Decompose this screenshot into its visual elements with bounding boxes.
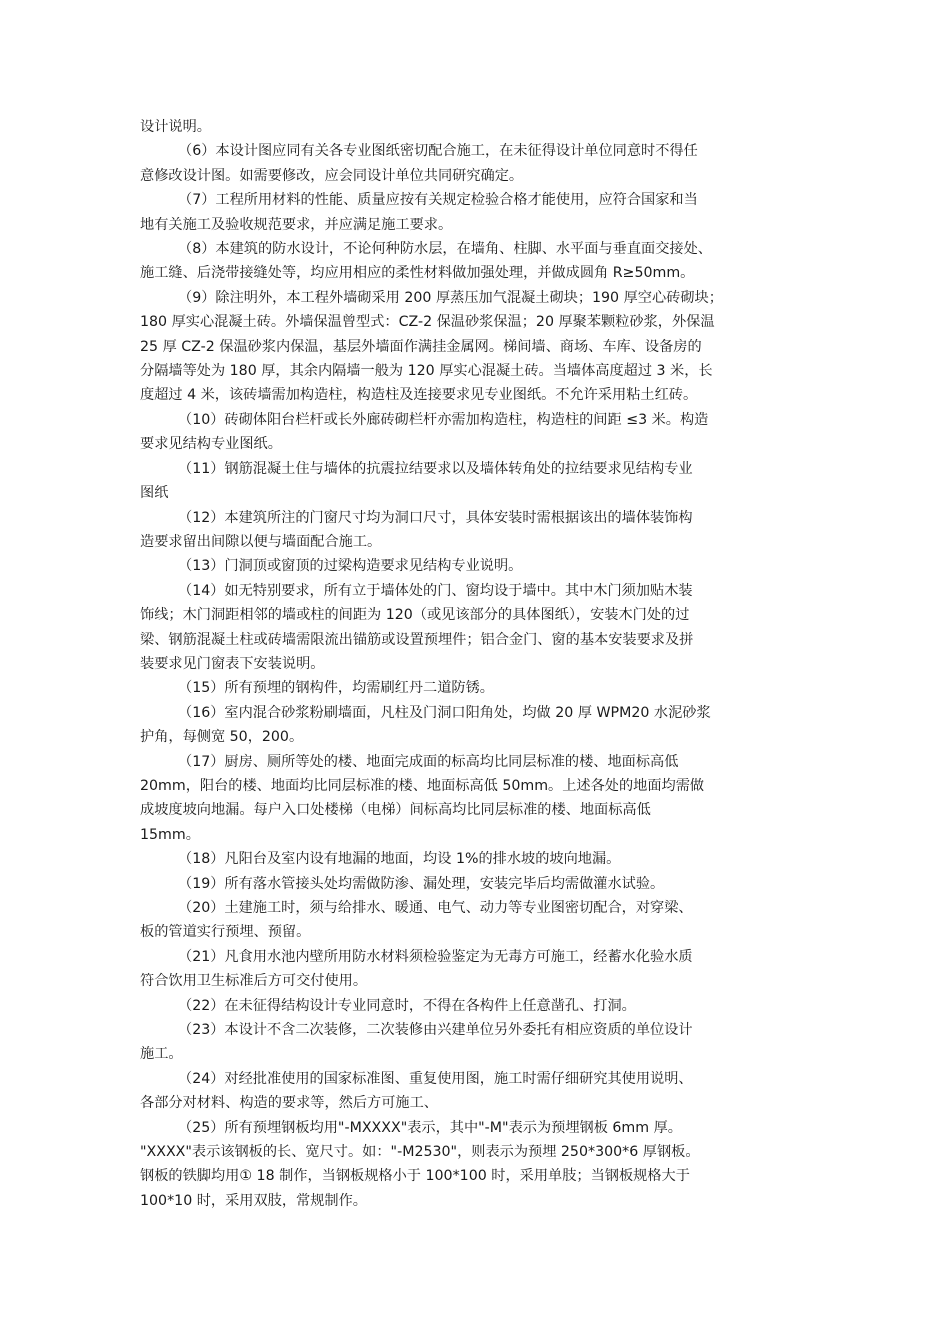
paragraph-line: （10）砖砌体阳台栏杆或长外廊砖砌栏杆亦需加构造柱，构造柱的间距 ≤3 米。构造 bbox=[178, 411, 709, 428]
document-body bbox=[140, 115, 820, 1213]
paragraph-line: 板的管道实行预埋、预留。 bbox=[140, 924, 311, 941]
paragraph-line: 各部分对材料、构造的要求等，然后方可施工、 bbox=[140, 1095, 438, 1112]
paragraph-line: 要求见结构专业图纸。 bbox=[140, 436, 282, 453]
paragraph-line: （19）所有落水管接头处均需做防渗、漏处理，安装完毕后均需做灌水试验。 bbox=[178, 875, 665, 892]
paragraph-line: （16）室内混合砂浆粉刷墙面，凡柱及门洞口阳角处，均做 20 厚 WPM20 水泥砂浆 bbox=[178, 704, 711, 721]
numbered-paragraph bbox=[140, 994, 820, 1018]
paragraph-line: 意修改设计图。如需要修改，应会同设计单位共同研究确定。 bbox=[140, 167, 524, 184]
numbered-paragraph bbox=[140, 286, 820, 408]
paragraph-line: 符合饮用卫生标准后方可交付使用。 bbox=[140, 973, 368, 990]
paragraph-line: （6）本设计图应同有关各专业图纸密切配合施工，在未征得设计单位同意时不得任 bbox=[178, 143, 698, 160]
numbered-paragraph bbox=[140, 1116, 820, 1214]
paragraph-line: （11）钢筋混凝土住与墙体的抗震拉结要求以及墙体转角处的拉结要求见结构专业 bbox=[178, 460, 693, 477]
numbered-paragraph bbox=[140, 872, 820, 896]
paragraph-line: 图纸 bbox=[140, 485, 169, 502]
numbered-paragraph bbox=[140, 579, 820, 677]
paragraph-line: 度超过 4 米，该砖墙需加构造柱，构造柱及连接要求见专业图纸。不允许采用粘土红砖。 bbox=[140, 387, 698, 404]
paragraph-line: 施工。 bbox=[140, 1046, 183, 1063]
paragraph-line: （22）在未征得结构设计专业同意时，不得在各构件上任意凿孔、打洞。 bbox=[178, 997, 636, 1014]
paragraph-line: "XXXX"表示该钢板的长、宽尺寸。如："-M2530"，则表示为预埋 250*300*6 厚钢板。 bbox=[140, 1144, 700, 1161]
numbered-paragraph bbox=[140, 896, 820, 945]
paragraph-line: （18）凡阳台及室内设有地漏的地面，均设 1%的排水坡的坡向地漏。 bbox=[178, 851, 621, 868]
paragraph-line: （25）所有预埋钢板均用"-MXXXX"表示，其中"-M"表示为预埋钢板 6mm 厚。 bbox=[178, 1119, 682, 1136]
paragraph-line: 造要求留出间隙以便与墙面配合施工。 bbox=[140, 533, 382, 550]
paragraph-line: 钢板的铁脚均用① 18 制作，当钢板规格小于 100*100 时，采用单肢；当钢板规格大于 bbox=[140, 1168, 690, 1185]
paragraph-line: 25 厚 CZ-2 保温砂浆内保温，基层外墙面作满挂金属网。梯间墙、商场、车库、设备房的 bbox=[140, 338, 702, 355]
paragraph-line: （8）本建筑的防水设计，不论何种防水层，在墙角、柱脚、水平面与垂直面交接处、 bbox=[178, 241, 712, 258]
paragraph-line: 施工缝、后浇带接缝处等，均应用相应的柔性材料做加强处理，并做成圆角 R≥50mm。 bbox=[140, 265, 695, 282]
numbered-paragraph bbox=[140, 408, 820, 457]
paragraph-line: 梁、钢筋混凝土柱或砖墙需限流出锚筋或设置预埋件；铝合金门、窗的基本安装要求及拼 bbox=[140, 631, 694, 648]
paragraph-line: 分隔墙等处为 180 厚，其余内隔墙一般为 120 厚实心混凝土砖。当墙体高度超过 3 米，长 bbox=[140, 363, 713, 380]
paragraph-line: 180 厚实心混凝土砖。外墙保温曾型式：CZ-2 保温砂浆保温；20 厚聚苯颗粒砂浆，外保温 bbox=[140, 314, 715, 331]
intro-line: 设计说明。 bbox=[140, 119, 211, 135]
numbered-paragraph bbox=[140, 237, 820, 286]
numbered-paragraph bbox=[140, 750, 820, 848]
paragraph-line: 100*10 时，采用双肢，常规制作。 bbox=[140, 1192, 367, 1209]
numbered-paragraph bbox=[140, 506, 820, 555]
paragraph-line: （17）厨房、厕所等处的楼、地面完成面的标高均比同层标准的楼、地面标高低 bbox=[178, 753, 679, 770]
paragraph-line: 地有关施工及验收规范要求，并应满足施工要求。 bbox=[140, 216, 453, 233]
numbered-paragraph bbox=[140, 676, 820, 700]
paragraph-line: 20mm，阳台的楼、地面均比同层标准的楼、地面标高低 50mm。上述各处的地面均需做 bbox=[140, 777, 705, 794]
paragraph-line: （7）工程所用材料的性能、质量应按有关规定检验合格才能使用，应符合国家和当 bbox=[178, 192, 698, 209]
paragraph-line: （14）如无特别要求，所有立于墙体处的门、窗均设于墙中。其中木门须加贴木装 bbox=[178, 582, 693, 599]
numbered-paragraph bbox=[140, 188, 820, 237]
paragraph-line: 装要求见门窗表下安装说明。 bbox=[140, 655, 325, 672]
paragraph-line: 成坡度坡向地漏。每户入口处楼梯（电梯）间标高均比同层标准的楼、地面标高低 bbox=[140, 802, 651, 819]
paragraph-line: （21）凡食用水池内壁所用防水材料须检验鉴定为无毒方可施工，经蓄水化验水质 bbox=[178, 948, 693, 965]
paragraph-line: 饰线；木门洞距相邻的墙或柱的间距为 120（或见该部分的具体图纸），安装木门处的过 bbox=[140, 607, 690, 624]
paragraph-line: 护角，每侧宽 50，200。 bbox=[140, 729, 304, 746]
paragraph-line: （23）本设计不含二次装修，二次装修由兴建单位另外委托有相应资质的单位设计 bbox=[178, 1022, 693, 1039]
numbered-paragraph bbox=[140, 945, 820, 994]
paragraph-line: （15）所有预埋的钢构件，均需刷红丹二道防锈。 bbox=[178, 680, 494, 697]
numbered-paragraph bbox=[140, 554, 820, 578]
numbered-paragraph bbox=[140, 1018, 820, 1067]
numbered-paragraph bbox=[140, 1067, 820, 1116]
paragraph-line: （12）本建筑所注的门窗尺寸均为洞口尺寸，具体安装时需根据该出的墙体装饰构 bbox=[178, 509, 693, 526]
paragraph-line: 15mm。 bbox=[140, 826, 200, 843]
numbered-paragraph bbox=[140, 457, 820, 506]
paragraph-line: （20）土建施工时，须与给排水、暖通、电气、动力等专业图密切配合，对穿梁、 bbox=[178, 900, 693, 916]
numbered-paragraph bbox=[140, 139, 820, 188]
paragraph-line: （13）门洞顶或窗顶的过梁构造要求见结构专业说明。 bbox=[178, 558, 523, 575]
paragraph-line: （24）对经批准使用的国家标准图、重复使用图，施工时需仔细研究其使用说明、 bbox=[178, 1070, 693, 1087]
paragraph-line: （9）除注明外，本工程外墙砌采用 200 厚蒸压加气混凝土砌块；190 厚空心砖砌块； bbox=[178, 289, 723, 306]
numbered-paragraph bbox=[140, 701, 820, 750]
numbered-paragraph bbox=[140, 847, 820, 871]
